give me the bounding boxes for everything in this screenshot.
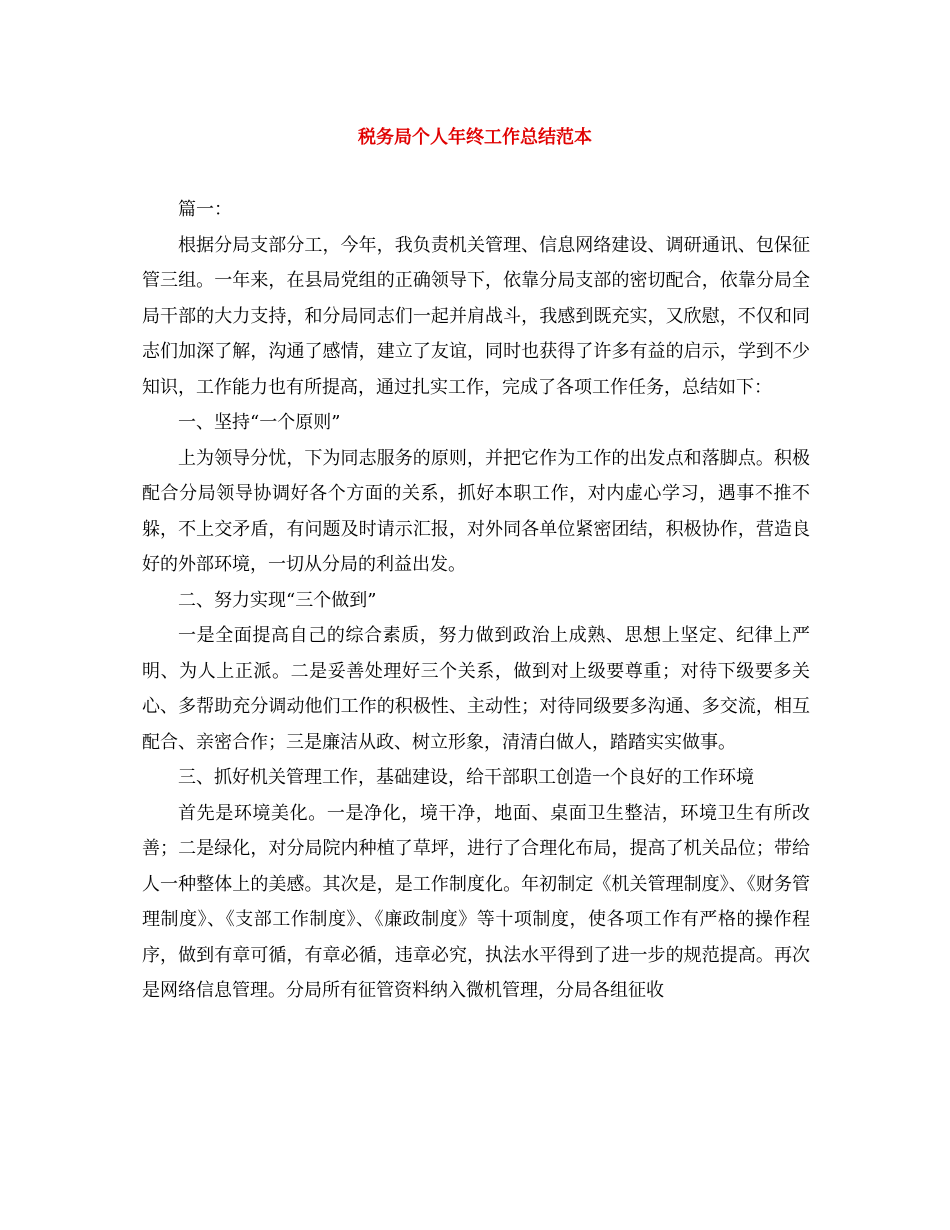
document-title: 税务局个人年终工作总结范本 [358,127,592,148]
section-heading: 二、努力实现“三个做到” [178,589,377,611]
section-heading: 三、抓好机关管理工作，基础建设，给干部职工创造一个良好的工作环境 [178,767,754,788]
body-paragraph: 上为领导分忧，下为同志服务的原则，并把它作为工作的出发点和落脚点。积极配合分局领导协调好各个方面的关系，抓好本职工作，对内虚心学习，遇事不推不躲，不上交矛盾，有问题及时请示汇报，对外同各单位紧密团结，积极协作，营造良好的外部环境，一切从分局的利益出发。 [142,447,810,575]
document-body [142,192,810,1009]
section-label: 篇一： [178,199,232,220]
section-heading: 一、坚持“一个原则” [178,412,341,433]
body-paragraph: 一是全面提高自己的综合素质，努力做到政治上成熟、思想上坚定、纪律上严明、为人上正派。二是妥善处理好三个关系，做到对上级要尊重；对待下级要多关心、多帮助充分调动他们工作的积极性、主动性；对待同级要多沟通、多交流，相互配合、亲密合作；三是廉洁从政、树立形象，清清白做人，踏踏实实做事。 [142,625,810,753]
body-paragraph: 首先是环境美化。一是净化，境干净，地面、桌面卫生整洁，环境卫生有所改善；二是绿化，对分局院内种植了草坪，进行了合理化布局，提高了机关品位；带给人一种整体上的美感。其次是，是工作制度化。年初制定《机关管理制度》、《财务管理制度》、《支部工作制度》、《廉政制度》等十项制度，使各项工作有严格的操作程序，做到有章可循，有章必循，违章必究，执法水平得到了进一步的规范提高。再次是网络信息管理。分局所有征管资料纳入微机管理，分局各组征收 [142,802,810,1001]
body-paragraph: 根据分局支部分工，今年，我负责机关管理、信息网络建设、调研通讯、包保征管三组。一年来，在县局党组的正确领导下，依靠分局支部的密切配合，依靠分局全局干部的大力支持，和分局同志们一起并肩战斗，我感到既充实，又欣慰，不仅和同志们加深了解，沟通了感情，建立了友谊，同时也获得了许多有益的启示，学到不少知识，工作能力也有所提高，通过扎实工作，完成了各项工作任务，总结如下： [142,234,810,398]
